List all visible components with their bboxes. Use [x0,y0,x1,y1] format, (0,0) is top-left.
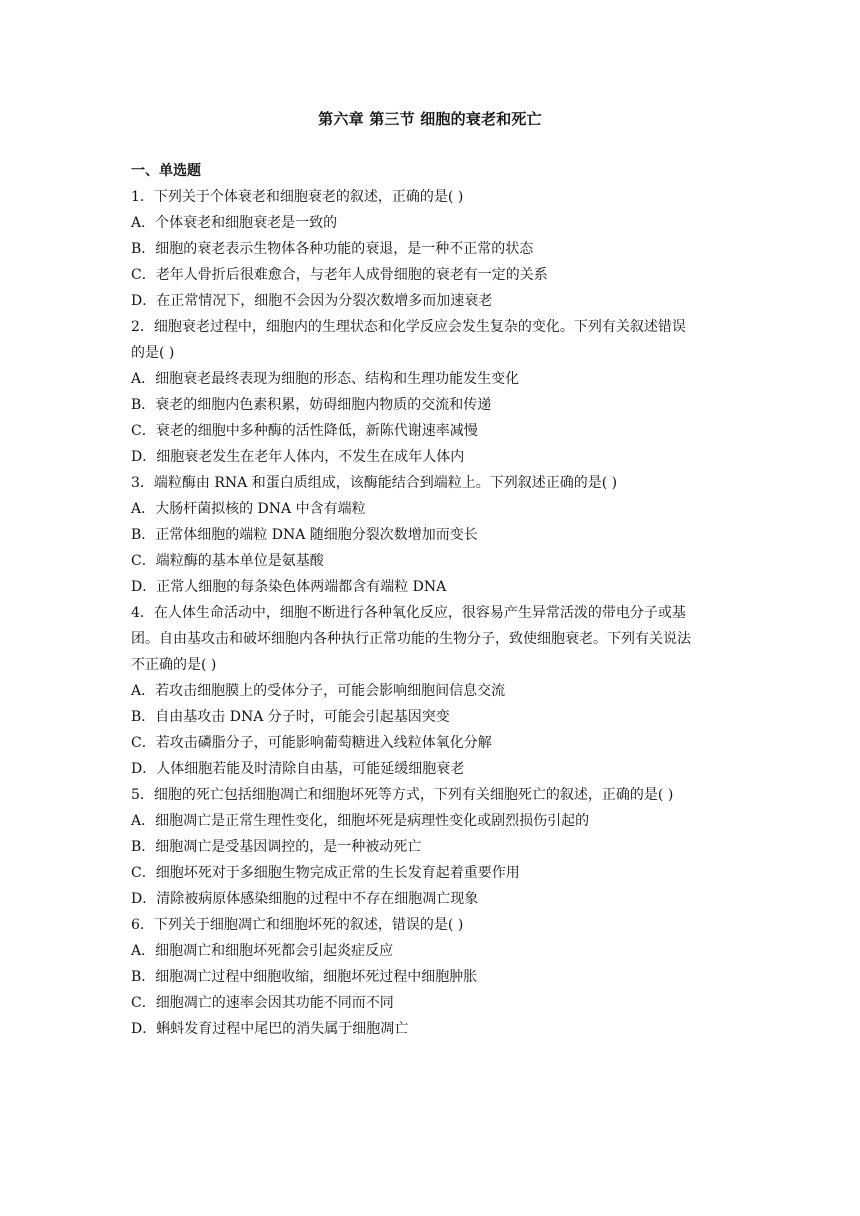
option-a: A．个体衰老和细胞衰老是一致的 [131,215,338,231]
option-c: C．端粒酶的基本单位是氨基酸 [131,553,324,569]
question-stem: 3．端粒酶由 RNA 和蛋白质组成，该酶能结合到端粒上。下列叙述正确的是( ) [131,475,618,491]
option-d: D．人体细胞若能及时清除自由基，可能延缓细胞衰老 [131,761,465,777]
option-c: C．衰老的细胞中多种酶的活性降低，新陈代谢速率减慢 [131,423,478,439]
question-3 [131,470,734,600]
option-d: D．在正常情况下，细胞不会因为分裂次数增多而加速衰老 [131,293,493,309]
option-b: B．细胞的衰老表示生物体各种功能的衰退，是一种不正常的状态 [131,241,534,257]
question-stem: 6．下列关于细胞凋亡和细胞坏死的叙述，错误的是( ) [131,917,464,933]
question-4 [131,600,734,782]
option-d: D．细胞衰老发生在老年人体内，不发生在成年人体内 [131,449,465,465]
question-stem-continued: 团。自由基攻击和破坏细胞内各种执行正常功能的生物分子，致使细胞衰老。下列有关说法 [131,631,691,647]
option-c: C．老年人骨折后很难愈合，与老年人成骨细胞的衰老有一定的关系 [131,267,548,283]
question-6 [131,912,734,1042]
question-stem: 1．下列关于个体衰老和细胞衰老的叙述，正确的是( ) [131,189,464,205]
option-a: A．细胞凋亡和细胞坏死都会引起炎症反应 [131,943,394,959]
option-d: D．蝌蚪发育过程中尾巴的消失属于细胞凋亡 [131,1021,409,1037]
document-title: 第六章 第三节 细胞的衰老和死亡 [318,110,542,128]
option-c: C．细胞坏死对于多细胞生物完成正常的生长发育起着重要作用 [131,865,520,881]
question-stem: 5．细胞的死亡包括细胞凋亡和细胞坏死等方式，下列有关细胞死亡的叙述，正确的是( ) [131,787,674,803]
question-stem: 4．在人体生命活动中，细胞不断进行各种氧化反应，很容易产生异常活泼的带电分子或基 [131,605,686,621]
option-d: D．正常人细胞的每条染色体两端都含有端粒 DNA [131,579,447,595]
option-a: A．大肠杆菌拟核的 DNA 中含有端粒 [131,501,366,517]
question-stem: 2．细胞衰老过程中，细胞内的生理状态和化学反应会发生复杂的变化。下列有关叙述错误 [131,319,686,335]
option-a: A．若攻击细胞膜上的受体分子，可能会影响细胞间信息交流 [131,683,506,699]
document-body [131,158,734,1042]
question-5 [131,782,734,912]
option-b: B．正常体细胞的端粒 DNA 随细胞分裂次数增加而变长 [131,527,478,543]
option-b: B．自由基攻击 DNA 分子时，可能会引起基因突变 [131,709,450,725]
option-a: A．细胞凋亡是正常生理性变化，细胞坏死是病理性变化或剧烈损伤引起的 [131,813,590,829]
option-b: B．细胞凋亡过程中细胞收缩，细胞坏死过程中细胞肿胀 [131,969,478,985]
question-stem-continued: 的是( ) [131,345,175,361]
option-b: B．衰老的细胞内色素积累，妨碍细胞内物质的交流和传递 [131,397,492,413]
option-a: A．细胞衰老最终表现为细胞的形态、结构和生理功能发生变化 [131,371,520,387]
option-c: C．细胞凋亡的速率会因其功能不同而不同 [131,995,394,1011]
question-stem-continued: 不正确的是( ) [131,657,217,673]
option-b: B．细胞凋亡是受基因调控的，是一种被动死亡 [131,839,422,855]
option-d: D．清除被病原体感染细胞的过程中不存在细胞凋亡现象 [131,891,479,907]
section-heading: 一、单选题 [131,163,201,179]
option-c: C．若攻击磷脂分子，可能影响葡萄糖进入线粒体氧化分解 [131,735,492,751]
question-1 [131,184,734,314]
question-2 [131,314,734,470]
